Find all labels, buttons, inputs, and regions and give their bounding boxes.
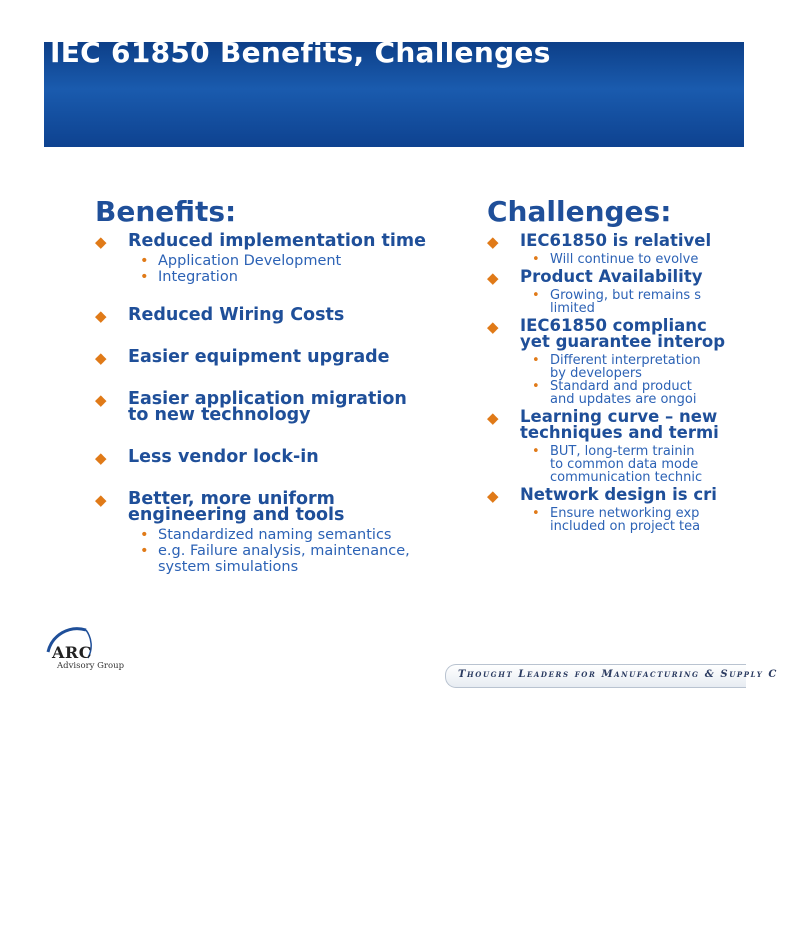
dot-bullet-icon: • [532,506,540,521]
sub-bullet-text: Integration [158,269,238,285]
bullet-text: IEC61850 is relativel [520,231,712,250]
sub-bullet-text: to common data mode [550,457,699,472]
sub-bullet-text: system simulations [158,559,299,575]
dot-bullet-icon: • [532,353,540,368]
sub-bullet-list [128,527,485,575]
sub-bullet-item [128,269,485,285]
bullet-text: techniques and termi [520,423,719,442]
dot-bullet-icon: • [140,527,149,543]
bullet-item [95,307,485,323]
sub-bullet-text: Different interpretation [550,353,701,368]
bullet-text: Reduced Wiring Costs [128,305,345,325]
sub-bullet-text: Ensure networking exp [550,506,700,521]
sub-bullet-text: and updates are ongoi [550,392,697,407]
bullet-item [487,409,787,484]
diamond-bullet-icon: ◆ [95,349,107,367]
diamond-bullet-icon: ◆ [95,491,107,509]
diamond-bullet-icon: ◆ [95,391,107,409]
bullet-text: engineering and tools [128,505,345,525]
benefits-column [95,195,485,575]
bullet-item [487,318,787,406]
diamond-bullet-icon: ◆ [95,307,107,325]
bullet-text: Easier application migration [128,389,407,409]
bullet-text: IEC61850 complianc [520,316,707,335]
bullet-text: Reduced implementation time [128,231,426,251]
sub-bullet-text: by developers [550,366,642,381]
sub-bullet-text: Will continue to evolve [550,252,699,267]
sub-bullet-item [128,543,485,575]
sub-bullet-list [520,354,787,406]
sub-bullet-item [520,354,787,380]
bullet-text: Network design is cri [520,485,717,504]
dot-bullet-icon: • [532,252,540,267]
diamond-bullet-icon: ◆ [95,449,107,467]
diamond-bullet-icon: ◆ [487,269,499,287]
sub-bullet-list [520,289,787,315]
bullet-item [487,233,787,266]
diamond-bullet-icon: ◆ [487,233,499,251]
sub-bullet-text: Standard and product [550,379,692,394]
sub-bullet-item [520,507,787,533]
challenges-list [487,233,787,533]
bullet-item [95,491,485,575]
dot-bullet-icon: • [532,288,540,303]
bullet-item [487,487,787,533]
dot-bullet-icon: • [140,269,149,285]
sub-bullet-text: Application Development [158,253,342,269]
benefits-heading: Benefits: [95,195,237,228]
benefits-list [95,233,485,575]
bullet-text: Better, more uniform [128,489,335,509]
bullet-text: Product Availability [520,267,703,286]
logo-subtitle: Advisory Group [57,661,125,671]
diamond-bullet-icon: ◆ [487,487,499,505]
sub-bullet-text: included on project tea [550,519,701,534]
sub-bullet-item [128,527,485,543]
bullet-text: yet guarantee interop [520,332,726,351]
sub-bullet-item [520,253,787,266]
diamond-bullet-icon: ◆ [95,233,107,251]
dot-bullet-icon: • [140,253,149,269]
bullet-text: Learning curve – new [520,407,718,426]
dot-bullet-icon: • [140,543,149,559]
bullet-item [95,391,485,423]
bullet-text: to new technology [128,405,311,425]
diamond-bullet-icon: ◆ [487,409,499,427]
dot-bullet-icon: • [532,379,540,394]
sub-bullet-text: Standardized naming semantics [158,527,392,543]
sub-bullet-item [520,380,787,406]
sub-bullet-list [520,445,787,484]
sub-bullet-list [128,253,485,285]
logo-name: ARC [52,643,92,662]
sub-bullet-text: Growing, but remains s [550,288,702,303]
sub-bullet-text: limited [550,301,595,316]
bullet-text: Easier equipment upgrade [128,347,390,367]
dot-bullet-icon: • [532,444,540,459]
challenges-heading: Challenges: [487,195,672,228]
diamond-bullet-icon: ◆ [487,318,499,336]
sub-bullet-list [520,507,787,533]
sub-bullet-list [520,253,787,266]
bullet-text: Less vendor lock-in [128,447,319,467]
slide-title: IEC 61850 Benefits, Challenges [50,36,551,69]
bullet-item [95,233,485,285]
bullet-item [95,449,485,465]
sub-bullet-item [520,445,787,484]
sub-bullet-text: e.g. Failure analysis, maintenance, [158,543,410,559]
sub-bullet-text: communication technic [550,470,703,485]
bullet-item [487,269,787,315]
bullet-item [95,349,485,365]
footer-tagline: Thought Leaders for Manufacturing & Supply C [458,669,778,680]
sub-bullet-text: BUT, long-term trainin [550,444,695,459]
challenges-column [487,195,787,533]
footer-tagline-bar [445,664,778,688]
sub-bullet-item [520,289,787,315]
arc-logo [40,618,125,678]
sub-bullet-item [128,253,485,269]
